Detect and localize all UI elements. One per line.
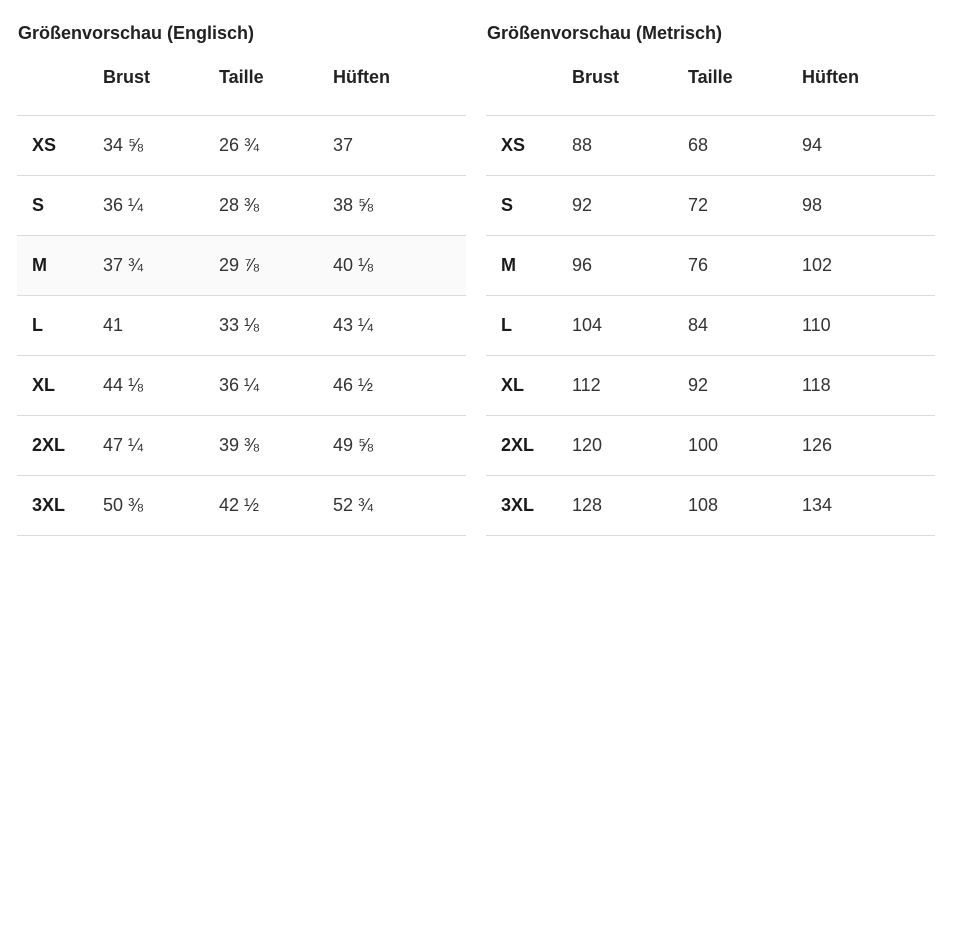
brust-value: 96 [572, 236, 688, 296]
hueften-value: 43 ¼ [333, 296, 466, 356]
table-header-row [486, 56, 935, 116]
size-table-english [17, 56, 466, 536]
table-row [17, 116, 466, 176]
table-row [17, 296, 466, 356]
header-hueften: Hüften [802, 56, 935, 116]
table-row [17, 356, 466, 416]
taille-value: 36 ¼ [219, 356, 333, 416]
brust-value: 92 [572, 176, 688, 236]
size-label: XS [17, 116, 103, 176]
taille-value: 100 [688, 416, 802, 476]
table-row [486, 476, 935, 536]
table-row [486, 416, 935, 476]
size-label: M [486, 236, 572, 296]
table-row [486, 176, 935, 236]
taille-value: 68 [688, 116, 802, 176]
size-label: S [17, 176, 103, 236]
hueften-value: 38 ⅝ [333, 176, 466, 236]
size-label: XL [17, 356, 103, 416]
taille-value: 72 [688, 176, 802, 236]
size-label: XS [486, 116, 572, 176]
size-label: 3XL [17, 476, 103, 536]
taille-value: 84 [688, 296, 802, 356]
taille-value: 26 ¾ [219, 116, 333, 176]
taille-value: 29 ⅞ [219, 236, 333, 296]
brust-value: 41 [103, 296, 219, 356]
table-row [486, 296, 935, 356]
hueften-value: 49 ⅝ [333, 416, 466, 476]
hueften-value: 37 [333, 116, 466, 176]
size-label: L [486, 296, 572, 356]
taille-value: 33 ⅛ [219, 296, 333, 356]
taille-value: 76 [688, 236, 802, 296]
size-label: L [17, 296, 103, 356]
brust-value: 112 [572, 356, 688, 416]
hueften-value: 98 [802, 176, 935, 236]
taille-value: 108 [688, 476, 802, 536]
hueften-value: 94 [802, 116, 935, 176]
hueften-value: 102 [802, 236, 935, 296]
brust-value: 88 [572, 116, 688, 176]
brust-value: 36 ¼ [103, 176, 219, 236]
table-row [486, 356, 935, 416]
brust-value: 128 [572, 476, 688, 536]
header-size [486, 56, 572, 116]
size-label: M [17, 236, 103, 296]
size-label: S [486, 176, 572, 236]
brust-value: 37 ¾ [103, 236, 219, 296]
size-label: 2XL [486, 416, 572, 476]
brust-value: 104 [572, 296, 688, 356]
hueften-value: 110 [802, 296, 935, 356]
brust-value: 50 ⅜ [103, 476, 219, 536]
table-row [17, 176, 466, 236]
header-brust: Brust [572, 56, 688, 116]
hueften-value: 46 ½ [333, 356, 466, 416]
header-hueften: Hüften [333, 56, 466, 116]
hueften-value: 118 [802, 356, 935, 416]
size-label: 2XL [17, 416, 103, 476]
size-label: 3XL [486, 476, 572, 536]
brust-value: 44 ⅛ [103, 356, 219, 416]
taille-value: 28 ⅜ [219, 176, 333, 236]
table-row [17, 236, 466, 296]
header-taille: Taille [219, 56, 333, 116]
brust-value: 120 [572, 416, 688, 476]
hueften-value: 52 ¾ [333, 476, 466, 536]
table-row [486, 236, 935, 296]
size-label: XL [486, 356, 572, 416]
taille-value: 42 ½ [219, 476, 333, 536]
brust-value: 34 ⅝ [103, 116, 219, 176]
table-row [486, 116, 935, 176]
taille-value: 92 [688, 356, 802, 416]
size-table-metric [486, 56, 935, 536]
header-brust: Brust [103, 56, 219, 116]
header-size [17, 56, 103, 116]
brust-value: 47 ¼ [103, 416, 219, 476]
table-header-row [17, 56, 466, 116]
table-row [17, 476, 466, 536]
table-row [17, 416, 466, 476]
taille-value: 39 ⅜ [219, 416, 333, 476]
hueften-value: 40 ⅛ [333, 236, 466, 296]
panel-title: Größenvorschau (Englisch) [18, 23, 255, 43]
hueften-value: 126 [802, 416, 935, 476]
hueften-value: 134 [802, 476, 935, 536]
header-taille: Taille [688, 56, 802, 116]
panel-title: Größenvorschau (Metrisch) [487, 23, 723, 43]
